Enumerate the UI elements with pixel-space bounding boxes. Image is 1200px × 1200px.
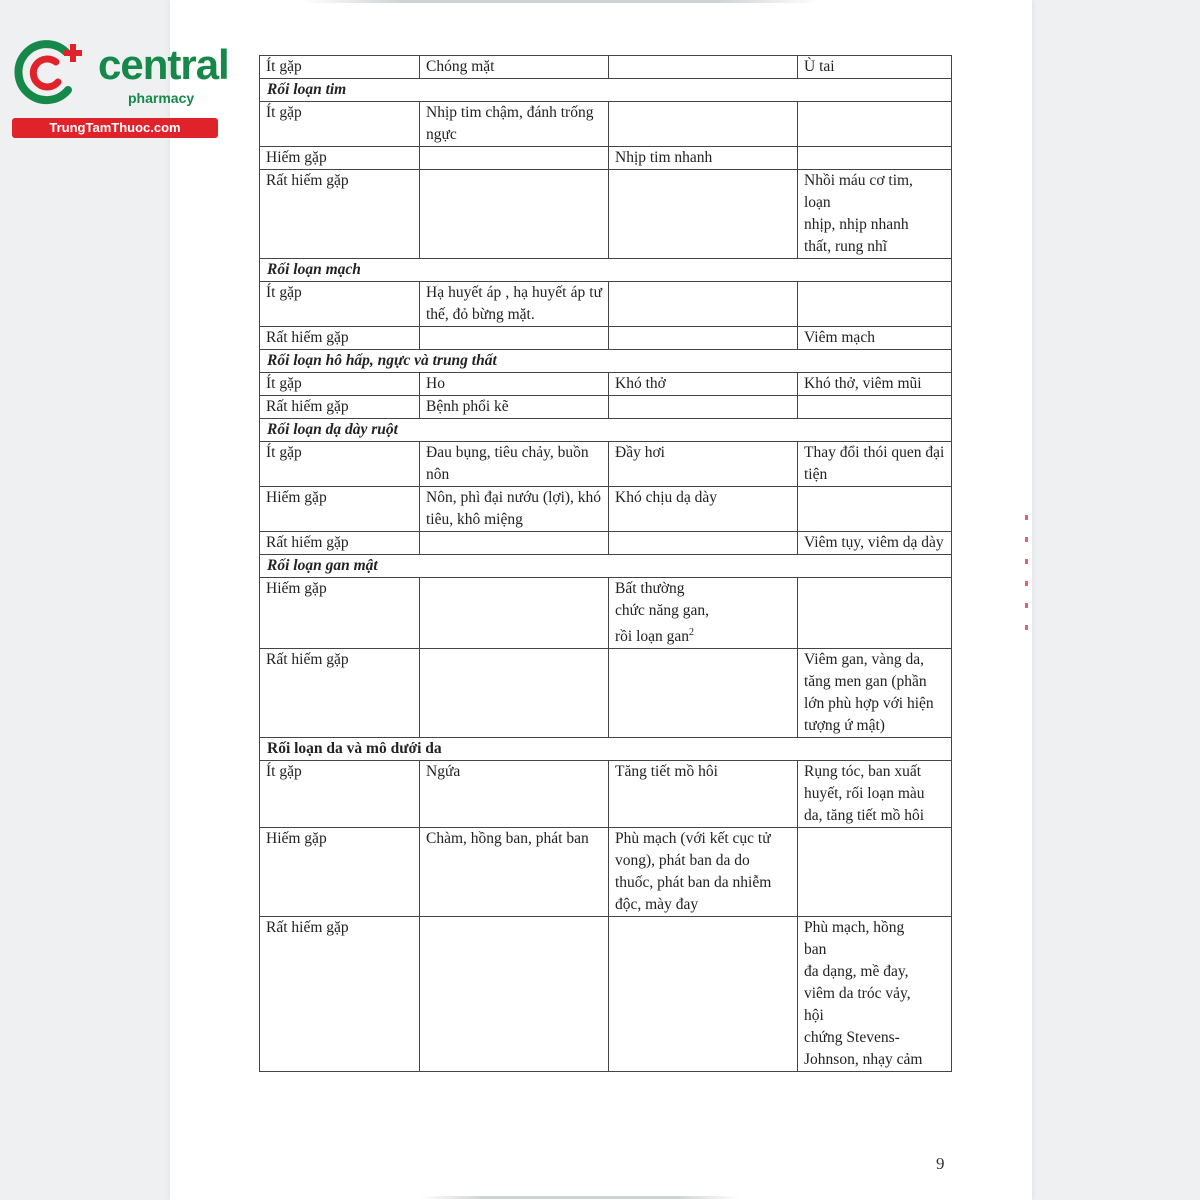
cell-line: ban	[804, 941, 827, 959]
table-cell: Ngứa	[420, 761, 609, 828]
table-row	[260, 761, 952, 828]
cell-line: chức năng gan,	[615, 602, 710, 619]
table-cell: Đau bụng, tiêu chảy, buồn nôn	[420, 442, 609, 487]
section-heading: Rối loạn tim	[260, 79, 952, 102]
section-heading: Rối loạn hô hấp, ngực và trung thất	[260, 350, 952, 373]
scan-edge-bottom	[420, 1196, 740, 1199]
table-row	[260, 373, 952, 396]
table-cell	[798, 578, 952, 649]
table-cell	[609, 532, 798, 555]
frequency-cell: Rất hiếm gặp	[260, 327, 420, 350]
table-cell	[420, 917, 609, 1072]
margin-stamp-marks	[1022, 515, 1032, 675]
frequency-cell: Ít gặp	[260, 373, 420, 396]
section-row	[260, 259, 952, 282]
table-row	[260, 396, 952, 419]
table-cell	[609, 102, 798, 147]
section-heading: Rối loạn mạch	[260, 259, 952, 282]
table-row	[260, 102, 952, 147]
table-cell	[609, 649, 798, 738]
frequency-cell: Hiếm gặp	[260, 578, 420, 649]
table-cell: Khó thở, viêm mũi	[798, 373, 952, 396]
section-row	[260, 738, 952, 761]
adverse-effects-table	[259, 55, 951, 1072]
table-cell: Phù mạch (với kết cục tử vong), phát ban da do thuốc, phát ban da nhiễm độc, mày đay	[609, 828, 798, 917]
table-cell: Chàm, hồng ban, phát ban	[420, 828, 609, 917]
frequency-cell: Ít gặp	[260, 102, 420, 147]
frequency-cell: Hiếm gặp	[260, 828, 420, 917]
cell-line: chứng Stevens-	[804, 1029, 900, 1047]
frequency-cell: Ít gặp	[260, 442, 420, 487]
table-row	[260, 917, 952, 1072]
table-cell	[798, 396, 952, 419]
table-cell	[420, 532, 609, 555]
frequency-cell: Rất hiếm gặp	[260, 649, 420, 738]
frequency-cell: Rất hiếm gặp	[260, 917, 420, 1072]
table-row	[260, 649, 952, 738]
section-row	[260, 555, 952, 578]
table-row	[260, 442, 952, 487]
brand-url[interactable]: TrungTamThuoc.com	[12, 118, 218, 138]
cell-line: loạn	[804, 194, 831, 211]
table-cell: Nhịp tim chậm, đánh trống ngực	[420, 102, 609, 147]
table-cell	[609, 327, 798, 350]
table-cell	[798, 282, 952, 327]
table-cell: Tăng tiết mồ hôi	[609, 761, 798, 828]
frequency-cell: Hiếm gặp	[260, 487, 420, 532]
brand-name: central	[98, 41, 229, 88]
table-row	[260, 578, 952, 649]
section-row	[260, 350, 952, 373]
table-row	[260, 282, 952, 327]
table-row	[260, 56, 952, 79]
cell-line: viêm da tróc vảy,	[804, 985, 911, 1003]
table-row	[260, 532, 952, 555]
table-cell: Hạ huyết áp , hạ huyết áp tư thế, đỏ bừng mặt.	[420, 282, 609, 327]
cell-line: Bất thường	[615, 580, 685, 597]
section-heading: Rối loạn da và mô dưới da	[260, 738, 952, 761]
cell-line: Johnson, nhạy cảm	[804, 1051, 923, 1069]
cell-line: rồi loạn gan	[615, 628, 690, 646]
table-cell	[420, 170, 609, 259]
section-heading: Rối loạn gan mật	[260, 555, 952, 578]
table-cell	[420, 649, 609, 738]
table-cell	[798, 828, 952, 917]
table-cell	[798, 102, 952, 147]
page-number: 9	[936, 1154, 945, 1173]
frequency-cell: Ít gặp	[260, 282, 420, 327]
table-cell	[420, 147, 609, 170]
table-cell: Nhịp tim nhanh	[609, 147, 798, 170]
table-cell: Thay đổi thói quen đại tiện	[798, 442, 952, 487]
table-row	[260, 170, 952, 259]
table-cell: Khó thở	[609, 373, 798, 396]
table-cell: Ù tai	[798, 56, 952, 79]
table-cell	[798, 917, 952, 1072]
section-row	[260, 419, 952, 442]
cell-line: nhịp, nhịp nhanh	[804, 216, 909, 233]
frequency-cell: Rất hiếm gặp	[260, 170, 420, 259]
cell-line: Nhồi máu cơ tim,	[804, 172, 913, 189]
table-cell	[609, 56, 798, 79]
table-row	[260, 327, 952, 350]
table-cell	[609, 170, 798, 259]
table-row	[260, 828, 952, 917]
table-cell: Bệnh phổi kẽ	[420, 396, 609, 419]
cell-line: hội	[804, 1007, 824, 1025]
table-cell: Nôn, phì đại nướu (lợi), khó tiêu, khô miệng	[420, 487, 609, 532]
frequency-cell: Rất hiếm gặp	[260, 532, 420, 555]
footnote-ref: 2	[689, 627, 695, 638]
frequency-cell: Hiếm gặp	[260, 147, 420, 170]
scan-edge-top	[300, 0, 820, 3]
table-cell: Đầy hơi	[609, 442, 798, 487]
section-row	[260, 79, 952, 102]
table-cell	[798, 487, 952, 532]
cell-line: Phù mạch, hồng	[804, 919, 905, 937]
table-cell	[798, 170, 952, 259]
table-cell: Viêm mạch	[798, 327, 952, 350]
table-row	[260, 147, 952, 170]
frequency-cell: Rất hiếm gặp	[260, 396, 420, 419]
pharmacy-cross-icon	[10, 38, 90, 108]
frequency-cell: Ít gặp	[260, 761, 420, 828]
table-cell	[609, 396, 798, 419]
frequency-cell: Ít gặp	[260, 56, 420, 79]
table-cell	[609, 282, 798, 327]
table-cell	[420, 578, 609, 649]
table-cell: Rụng tóc, ban xuất huyết, rối loạn màu da, tăng tiết mồ hôi	[798, 761, 952, 828]
cell-line: đa dạng, mề đay,	[804, 963, 909, 981]
table-cell: Ho	[420, 373, 609, 396]
table-cell: Viêm gan, vàng da, tăng men gan (phần lớn phù hợp với hiện tượng ứ mật)	[798, 649, 952, 738]
table-cell: Viêm tụy, viêm dạ dày	[798, 532, 952, 555]
table-cell: Khó chịu dạ dày	[609, 487, 798, 532]
section-heading: Rối loạn dạ dày ruột	[260, 419, 952, 442]
brand-sub: pharmacy	[128, 90, 195, 106]
cell-line: thất, rung nhĩ	[804, 238, 888, 255]
table-row	[260, 487, 952, 532]
table-cell	[798, 147, 952, 170]
table-cell: Chóng mặt	[420, 56, 609, 79]
table-cell	[609, 917, 798, 1072]
central-pharmacy-logo[interactable]	[10, 38, 229, 138]
table-cell	[609, 578, 798, 649]
table-cell	[420, 327, 609, 350]
